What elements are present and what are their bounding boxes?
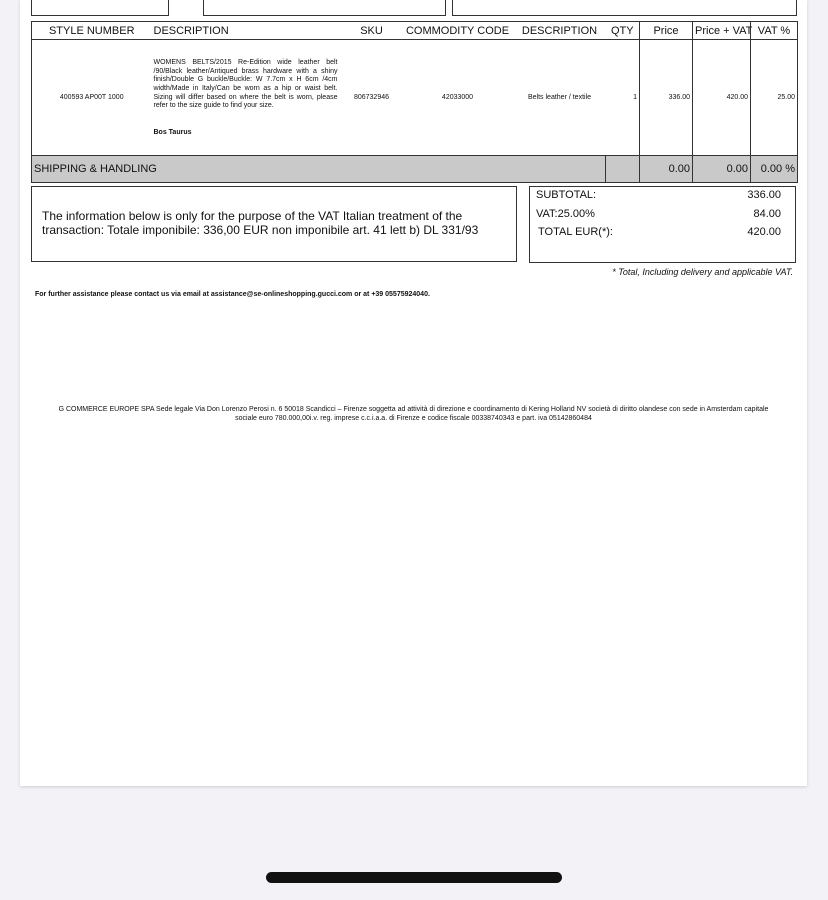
item-commodity-code: 42033000	[441, 94, 474, 101]
shipping-label: SHIPPING & HANDLING	[32, 156, 342, 183]
shipping-price: 0.00	[640, 156, 693, 183]
total-value: 420.00	[747, 226, 781, 238]
subtotal-row	[536, 189, 781, 201]
shipping-row	[32, 156, 798, 183]
invoice-page	[20, 0, 807, 786]
company-footer: G COMMERCE EUROPE SPA Sede legale Via Don Lorenzo Perosi n. 6 50018 Scandicci – Firenze soggetta ad attività di direzione e coordinamento di Kering Holland NV società di diritto olandese con sede in Amsterdam capitale sociale euro 780.000,00i.v. reg. imprese c.c.i.a.a. di Firenze e codice fiscale 00338740343 e part. iva 05142860484	[58, 406, 769, 422]
top-box-left	[31, 0, 169, 16]
shipping-vat-pct: 0.00 %	[751, 156, 798, 183]
item-commodity-description: Belts leather / textile	[527, 94, 592, 101]
total-row	[538, 226, 781, 238]
item-vat-pct: 25.00	[751, 40, 798, 156]
col-style-number: STYLE NUMBER	[32, 22, 152, 40]
vat-info-text: The information below is only for the purpose of the VAT Italian treatment of the transaction: Totale imponibile: 336,00 EUR non imponibile art. 41 lett b) DL 331/93	[42, 209, 479, 237]
item-price: 336.00	[640, 40, 693, 156]
vat-row	[536, 208, 781, 220]
shipping-price-vat: 0.00	[693, 156, 751, 183]
col-vat-pct: VAT %	[751, 22, 798, 40]
item-qty: 1	[633, 94, 637, 101]
item-sku: 806732946	[353, 94, 390, 101]
item-description-cell	[152, 40, 342, 156]
col-price: Price	[640, 22, 693, 40]
item-brand: Bos Taurus	[153, 129, 192, 137]
top-box-middle	[203, 0, 446, 16]
shipping-qty-cell	[606, 156, 640, 183]
totals-box	[529, 186, 796, 263]
table-row	[32, 40, 798, 156]
col-commodity-description: DESCRIPTION	[514, 22, 606, 40]
subtotal-label: SUBTOTAL:	[536, 189, 597, 201]
home-indicator[interactable]	[266, 872, 562, 883]
col-description: DESCRIPTION	[152, 22, 342, 40]
vat-value: 84.00	[753, 208, 781, 220]
col-sku: SKU	[342, 22, 402, 40]
vat-label: VAT:25.00%	[536, 208, 595, 220]
total-label: TOTAL EUR(*):	[538, 226, 613, 238]
col-commodity-code: COMMODITY CODE	[402, 22, 514, 40]
total-note: * Total, Including delivery and applicable VAT.	[612, 267, 793, 277]
item-description: WOMENS BELTS/2015 Re-Edition wide leather belt /90/Black leather/Antiqued brass hardware with a shiny finish/Double G buckle/Buckle: W 7.7cm x H 6cm /4cm width/Made in Italy/Can be worn as a hip or waist belt. Sizing will differ based on where the belt is worn, please refer to the size guide to find your size.	[153, 58, 338, 110]
subtotal-value: 336.00	[747, 189, 781, 201]
top-box-right	[452, 0, 797, 16]
item-style-number: 400593 AP00T 1000	[32, 40, 152, 156]
vat-info-box	[31, 186, 517, 262]
item-price-vat: 420.00	[693, 40, 751, 156]
items-table	[31, 21, 798, 183]
col-qty: QTY	[606, 22, 640, 40]
col-price-vat: Price + VAT	[693, 22, 751, 40]
table-header-row	[32, 22, 798, 40]
assistance-text: For further assistance please contact us via email at assistance@se-onlineshopping.gucci.com or at +39 05575924040.	[35, 291, 430, 298]
